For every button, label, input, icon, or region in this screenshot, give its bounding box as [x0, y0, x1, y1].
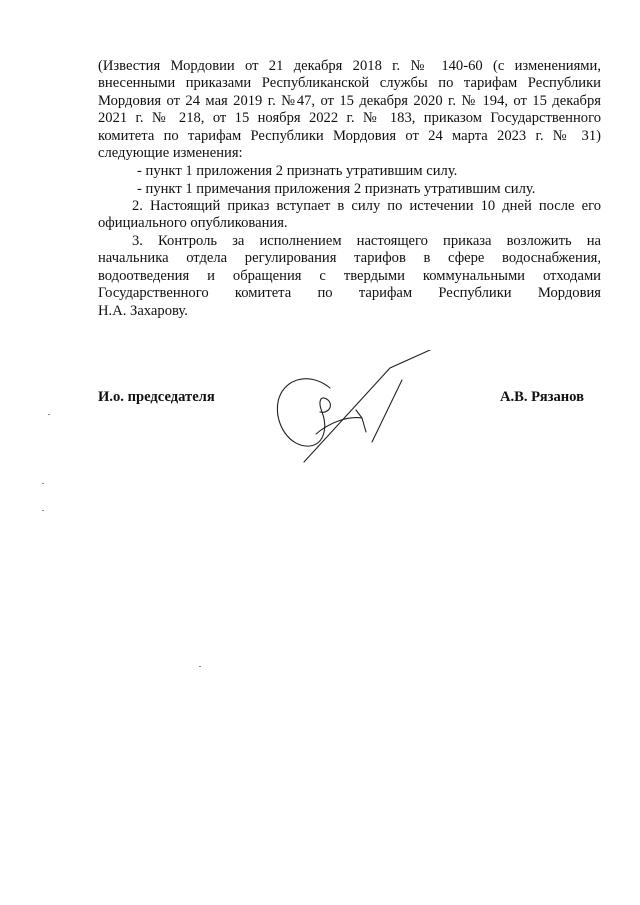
- handwritten-signature: [268, 350, 438, 465]
- text-line: 2021 г. № 218, от 15 ноября 2022 г. № 183, приказом Государственного: [98, 110, 601, 127]
- list-item: - пункт 1 приложения 2 признать утратившим силу.: [137, 163, 458, 179]
- scan-speck: [42, 510, 44, 511]
- text-line: Мордовия от 24 мая 2019 г. №47, от 15 декабря 2020 г. № 194, от 15 декабря: [98, 92, 601, 109]
- text-line: (Известия Мордовии от 21 декабря 2018 г. № 140-60 (с изменениями,: [98, 58, 601, 74]
- text-line: начальника отдела регулирования тарифов в сфере водоснабжения,: [98, 250, 601, 267]
- scan-speck: [42, 483, 44, 484]
- signatory-name: А.В. Рязанов: [499, 389, 584, 405]
- paragraph-amendments: [98, 58, 601, 162]
- text-line: 2. Настоящий приказ вступает в силу по истечении 10 дней после его: [132, 198, 601, 214]
- text-line: внесенными приказами Республиканской службы по тарифам Республики: [98, 75, 601, 92]
- text-line: Н.А. Захарову.: [98, 302, 188, 319]
- text-line: следующие изменения:: [98, 145, 243, 162]
- text-line: 3. Контроль за исполнением настоящего приказа возложить на: [132, 233, 601, 249]
- signatory-position: И.о. председателя: [98, 389, 215, 405]
- scan-speck: [48, 414, 50, 415]
- text-line: комитета по тарифам Республики Мордовия от 24 марта 2023 г. № 31): [98, 127, 601, 144]
- list-item: - пункт 1 примечания приложения 2 признать утратившим силу.: [137, 181, 536, 197]
- scan-speck: [199, 666, 201, 667]
- text-line: официального опубликования.: [98, 215, 288, 232]
- paragraph-effective-date: [98, 198, 601, 233]
- text-line: водоотведения и обращения с твердыми коммунальными отходами: [98, 267, 601, 284]
- text-line: Государственного комитета по тарифам Республики Мордовия: [98, 285, 601, 302]
- paragraph-control: [98, 233, 601, 320]
